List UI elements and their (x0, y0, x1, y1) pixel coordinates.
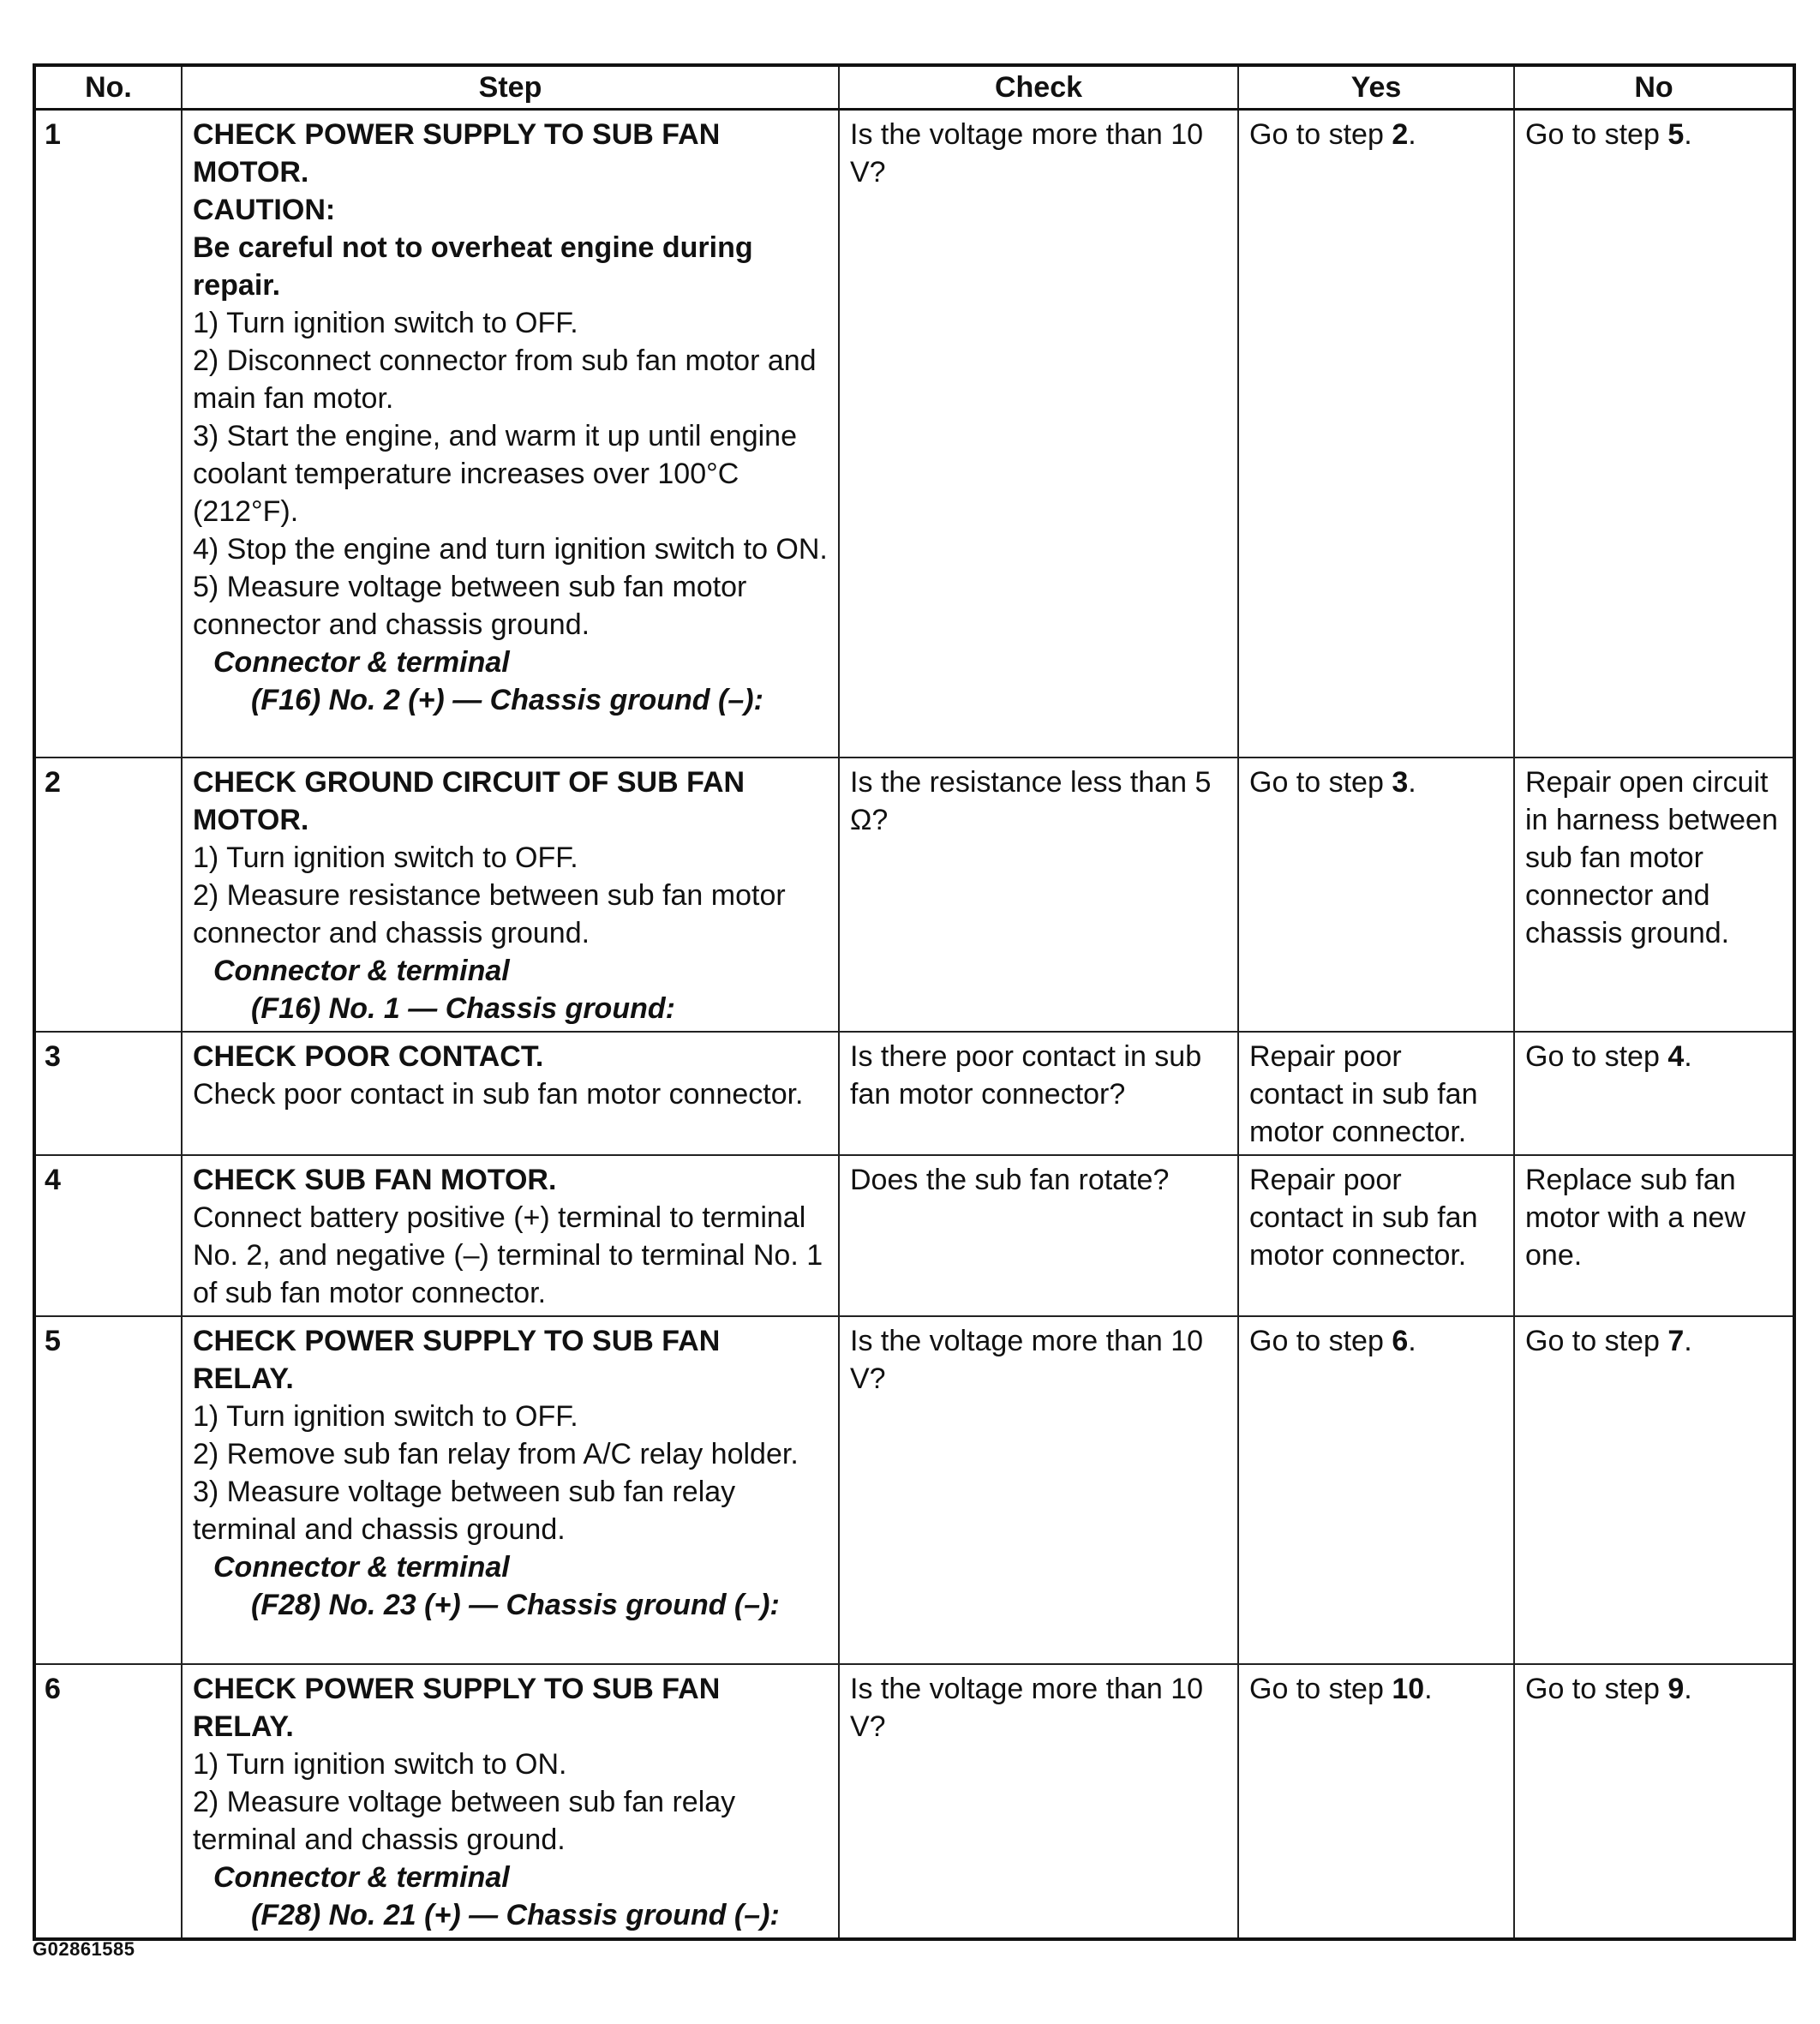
step-line: 1) Turn ignition switch to OFF. (193, 1399, 578, 1433)
step-title: CHECK POOR CONTACT. (193, 1039, 544, 1073)
no-cell (1514, 1664, 1794, 1939)
yes-cell: Repair poor contact in sub fan motor connector. (1238, 1032, 1514, 1155)
step-title: CHECK GROUND CIRCUIT OF SUB FAN MOTOR. (193, 765, 745, 836)
no-text: Go to step (1525, 1672, 1668, 1705)
terminal-spec: (F28) No. 23 (+) — Chassis ground (–): (251, 1588, 780, 1621)
no-cell: Replace sub fan motor with a new one. (1514, 1155, 1794, 1316)
step-line: Check poor contact in sub fan motor connector. (193, 1077, 804, 1111)
caution-title: CAUTION: (193, 194, 336, 226)
step-number: 2 (34, 758, 182, 1032)
step-line: 5) Measure voltage between sub fan motor connector and chassis ground. (193, 571, 747, 641)
yes-cell (1238, 110, 1514, 758)
step-line: 2) Measure resistance between sub fan motor connector and chassis ground. (193, 878, 786, 949)
yes-suffix: . (1424, 1672, 1433, 1705)
step-line: 2) Remove sub fan relay from A/C relay holder. (193, 1437, 799, 1470)
no-step-number: 7 (1667, 1324, 1685, 1357)
no-suffix: . (1684, 1039, 1692, 1073)
header-no: No. (34, 65, 182, 110)
step-title: CHECK POWER SUPPLY TO SUB FAN RELAY. (193, 1672, 721, 1743)
step-cell (182, 758, 839, 1032)
check-cell: Is the voltage more than 10 V? (839, 110, 1238, 758)
header-no-result: No (1514, 65, 1794, 110)
step-cell (182, 1032, 839, 1155)
no-step-number: 9 (1667, 1672, 1685, 1705)
step-cell (182, 1155, 839, 1316)
step-number: 6 (34, 1664, 182, 1939)
step-line: 3) Start the engine, and warm it up until engine coolant temperature increases over 100°C (212°F). (193, 420, 797, 528)
yes-text: Go to step (1249, 1324, 1392, 1357)
check-cell: Is there poor contact in sub fan motor connector? (839, 1032, 1238, 1155)
yes-cell: Repair poor contact in sub fan motor connector. (1238, 1155, 1514, 1316)
table-row (34, 110, 1794, 758)
header-yes: Yes (1238, 65, 1514, 110)
no-suffix: . (1684, 1672, 1692, 1705)
no-suffix: . (1684, 118, 1692, 151)
step-line: 1) Turn ignition switch to OFF. (193, 307, 578, 339)
yes-step-number: 10 (1392, 1672, 1425, 1705)
yes-suffix: . (1408, 118, 1416, 151)
no-step-number: 4 (1667, 1039, 1685, 1073)
no-suffix: . (1684, 1324, 1692, 1357)
yes-text: Go to step (1249, 765, 1392, 799)
header-step: Step (182, 65, 839, 110)
figure-id: G02861585 (33, 1938, 135, 1960)
step-cell (182, 110, 839, 758)
terminal-spec: (F16) No. 2 (+) — Chassis ground (–): (251, 684, 763, 716)
connector-label: Connector & terminal (213, 1860, 510, 1894)
step-line: Connect battery positive (+) terminal to terminal No. 2, and negative (–) terminal to terminal No. 1 of sub fan motor connector. (193, 1201, 823, 1309)
no-cell (1514, 110, 1794, 758)
no-cell: Repair open circuit in harness between sub fan motor connector and chassis ground. (1514, 758, 1794, 1032)
check-cell: Is the voltage more than 10 V? (839, 1316, 1238, 1664)
table-row (34, 1664, 1794, 1939)
step-title: CHECK SUB FAN MOTOR. (193, 1163, 557, 1196)
step-line: 2) Disconnect connector from sub fan motor and main fan motor. (193, 344, 817, 415)
no-text: Go to step (1525, 118, 1668, 151)
header-check: Check (839, 65, 1238, 110)
no-cell (1514, 1316, 1794, 1664)
yes-step-number: 3 (1392, 765, 1409, 799)
yes-step-number: 2 (1392, 118, 1409, 151)
yes-cell (1238, 758, 1514, 1032)
check-cell: Is the resistance less than 5 Ω? (839, 758, 1238, 1032)
connector-label: Connector & terminal (213, 646, 510, 679)
check-cell: Is the voltage more than 10 V? (839, 1664, 1238, 1939)
step-title: CHECK POWER SUPPLY TO SUB FAN MOTOR. (193, 118, 721, 189)
yes-cell (1238, 1316, 1514, 1664)
table-header-row (34, 65, 1794, 110)
diagnostic-procedure-table (33, 63, 1796, 1941)
step-number: 3 (34, 1032, 182, 1155)
step-number: 5 (34, 1316, 182, 1664)
caution-text: Be careful not to overheat engine during repair. (193, 231, 753, 302)
step-number: 1 (34, 110, 182, 758)
step-line: 1) Turn ignition switch to OFF. (193, 841, 578, 874)
terminal-spec: (F16) No. 1 — Chassis ground: (251, 991, 675, 1025)
no-text: Go to step (1525, 1324, 1668, 1357)
no-text: Go to step (1525, 1039, 1668, 1073)
yes-text: Go to step (1249, 1672, 1392, 1705)
step-line: 4) Stop the engine and turn ignition switch to ON. (193, 533, 828, 566)
step-cell (182, 1316, 839, 1664)
step-line: 2) Measure voltage between sub fan relay terminal and chassis ground. (193, 1785, 736, 1856)
terminal-spec: (F28) No. 21 (+) — Chassis ground (–): (251, 1898, 780, 1931)
table-row (34, 1316, 1794, 1664)
check-cell: Does the sub fan rotate? (839, 1155, 1238, 1316)
yes-step-number: 6 (1392, 1324, 1409, 1357)
yes-cell (1238, 1664, 1514, 1939)
table-row (34, 1155, 1794, 1316)
yes-suffix: . (1408, 765, 1416, 799)
step-line: 1) Turn ignition switch to ON. (193, 1747, 567, 1781)
table-row (34, 758, 1794, 1032)
connector-label: Connector & terminal (213, 954, 510, 987)
no-step-number: 5 (1667, 118, 1685, 151)
step-cell (182, 1664, 839, 1939)
step-number: 4 (34, 1155, 182, 1316)
no-cell (1514, 1032, 1794, 1155)
table-row (34, 1032, 1794, 1155)
step-line: 3) Measure voltage between sub fan relay terminal and chassis ground. (193, 1475, 736, 1546)
step-title: CHECK POWER SUPPLY TO SUB FAN RELAY. (193, 1324, 721, 1395)
yes-suffix: . (1408, 1324, 1416, 1357)
yes-text: Go to step (1249, 118, 1392, 151)
connector-label: Connector & terminal (213, 1550, 510, 1584)
